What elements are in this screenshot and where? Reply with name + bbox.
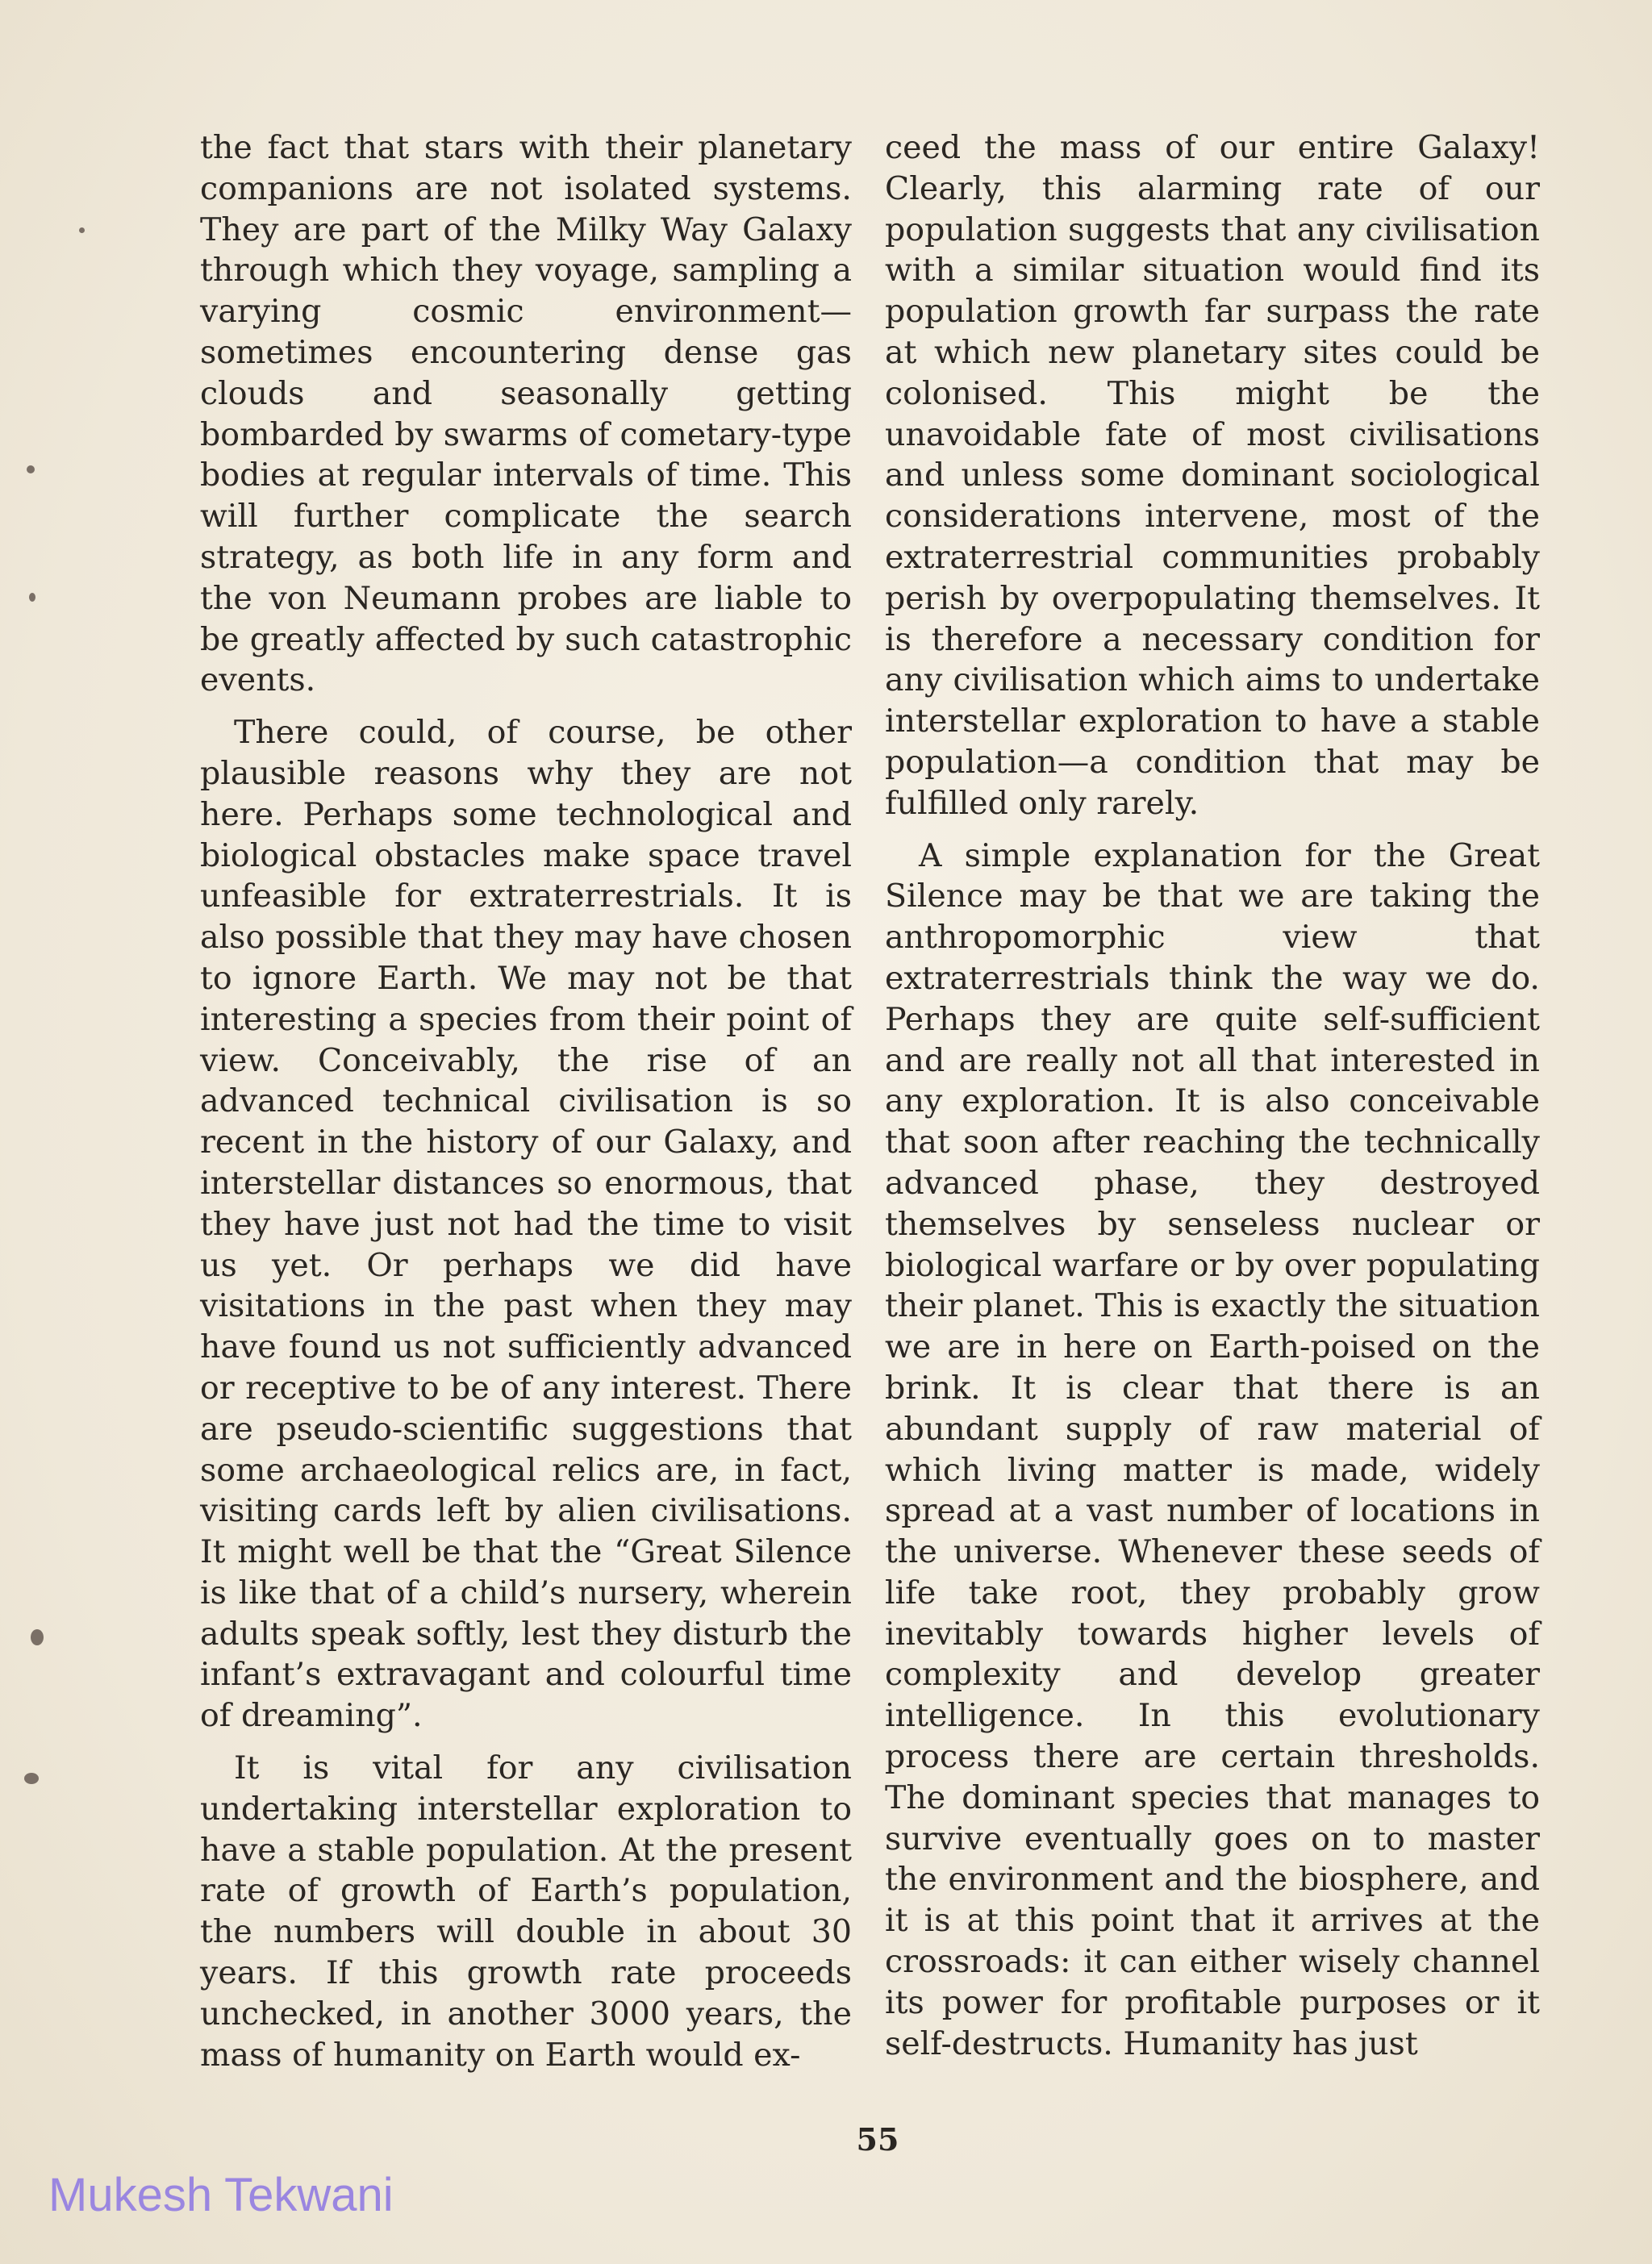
margin-speck [79,227,85,233]
margin-speck [27,465,35,473]
margin-speck [29,593,35,602]
paragraph: the fact that stars with their planetary companions are not isolated systems. They are part of the Milky Way Galaxy through which they voyage, sampling a varying cosmic environment—sometimes encountering dense gas clouds and seasonally getting bombarded by swarms of cometary-type bodies at regular intervals of time. This will further complicate the search strategy, as both life in any form and the von Neumann probes are liable to be greatly affected by such catastrophic events. [200,129,852,699]
margin-speck [31,1629,44,1645]
right-column [885,127,1540,2064]
margin-speck [24,1773,39,1784]
page-number: 55 [856,2121,899,2158]
left-column [200,127,852,2075]
paragraph: It is vital for any civilisation undertaking interstellar exploration to have a stable population. At the present rate of growth of Earth’s population, the numbers will double in about 30 years. If this growth rate proceeds unchecked, in another 3000 years, the mass of humanity on Earth would ex- [200,1749,852,2074]
paragraph: ceed the mass of our entire Galaxy! Clearly, this alarming rate of our population suggests that any civilisation with a similar situation would find its population growth far surpass the rate at which new planetary sites could be colonised. This might be the unavoidable fate of most civilisations and unless some dominant sociological considerations intervene, most of the extraterrestrial communities probably perish by overpopulating themselves. It is therefore a necessary condition for any civilisation which aims to undertake interstellar exploration to have a stable population—a condition that may be fulfilled only rarely. [885,129,1540,822]
paragraph: There could, of course, be other plausible reasons why they are not here. Perhaps some technological and biological obstacles make space travel unfeasible for extraterrestrials. It is also possible that they may have chosen to ignore Earth. We may not be that interesting a species from their point of view. Conceivably, the rise of an advanced technical civilisation is so recent in the history of our Galaxy, and interstellar distances so enormous, that they have just not had the time to visit us yet. Or perhaps we did have visitations in the past when they may have found us not sufficiently advanced or receptive to be of any interest. There are pseudo-scientific suggestions that some archaeological relics are, in fact, visiting cards left by alien civilisations. It might well be that the “Great Silence is like that of a child’s nursery, wherein adults speak softly, lest they disturb the infant’s extravagant and colourful time of dreaming”. [200,714,852,1735]
paragraph: A simple explanation for the Great Silence may be that we are taking the anthropomorphic view that extraterrestrials think the way we do. Perhaps they are quite self-sufficient and are really not all that interested in any exploration. It is also conceivable that soon after reaching the technically advanced phase, they destroyed themselves by senseless nuclear or biological warfare or by over populating their planet. This is exactly the situation we are in here on Earth-poised on the brink. It is clear that there is an abundant supply of raw material of which living matter is made, widely spread at a vast number of locations in the universe. Whenever these seeds of life take root, they probably grow inevitably towards higher levels of complexity and develop greater intelligence. In this evolutionary process there are certain thresholds. The dominant species that manages to survive eventually goes on to master the environment and the biosphere, and it is at this point that it arrives at the crossroads: it can either wisely channel its power for profitable purposes or it self-destructs. Humanity has just [885,836,1540,2062]
watermark: Mukesh Tekwani [48,2169,394,2221]
